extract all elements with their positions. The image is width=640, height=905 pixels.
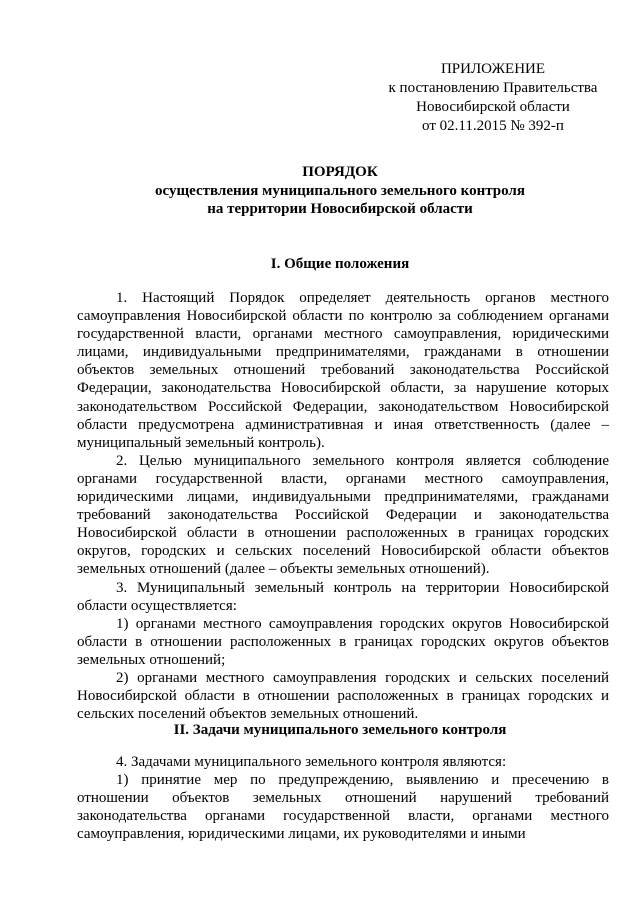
section-1-body: [77, 289, 609, 723]
section-2-body: [77, 753, 609, 843]
paragraph-3-item-2: 2) органами местного самоуправления городских и сельских поселений Новосибирской области в отношении расположенных в границах городских и сельских поселений объектов земельных отношений.: [77, 669, 609, 723]
section-2-heading: II. Задачи муниципального земельного контроля: [173, 722, 507, 738]
paragraph-3: 3. Муниципальный земельный контроль на территории Новосибирской области осуществляется:: [77, 579, 609, 614]
appendix-decree-line: к постановлению Правительства: [388, 80, 598, 96]
document-title: [70, 163, 610, 219]
section-1-heading: I. Общие положения: [270, 256, 410, 272]
appendix-block: [380, 60, 606, 136]
paragraph-4-item-1: 1) принятие мер по предупреждению, выявлению и пресечению в отношении объектов земельных отношений нарушений требований законодательства органами государственной власти, органами местного самоуправления, юридическими лицами, их руководителями и иными: [77, 772, 609, 843]
paragraph-1: 1. Настоящий Порядок определяет деятельность органов местного самоуправления Новосибирской области по контролю за соблюдением органами государственной власти, органами местного самоуправления, юридическими лицами, индивидуальными предпринимателями, гражданами в отношении объектов земельных отношений требований законодательства Российской Федерации, законодательства Новосибирской области, за нарушение которых законодательством Российской Федерации, законодательством Новосибирской области предусмотрена административная и иная ответственность (далее – муниципальный земельный контроль).: [77, 290, 609, 451]
title-line-2: осуществления муниципального земельного контроля: [155, 182, 525, 199]
appendix-date-line: от 02.11.2015 № 392-п: [422, 118, 564, 134]
title-line-1: ПОРЯДОК: [302, 164, 378, 180]
appendix-region-line: Новосибирской области: [416, 99, 570, 115]
paragraph-3-item-1: 1) органами местного самоуправления городских округов Новосибирской области в отношении расположенных в границах городских округов объектов земельных отношений;: [77, 615, 609, 668]
paragraph-4: 4. Задачами муниципального земельного контроля являются:: [116, 754, 507, 770]
paragraph-2: 2. Целью муниципального земельного контроля является соблюдение органами государственной власти, органами местного самоуправления, юридическими лицами, индивидуальными предпринимателями, гражданами требований законодательства Российской Федерации и законодательства Новосибирской области в отношении расположенных в границах городских округов, городских и сельских поселений Новосибирской области объектов земельных отношений (далее – объекты земельных отношений).: [77, 452, 609, 578]
title-line-3: на территории Новосибирской области: [207, 201, 473, 217]
appendix-label: ПРИЛОЖЕНИЕ: [440, 61, 546, 77]
